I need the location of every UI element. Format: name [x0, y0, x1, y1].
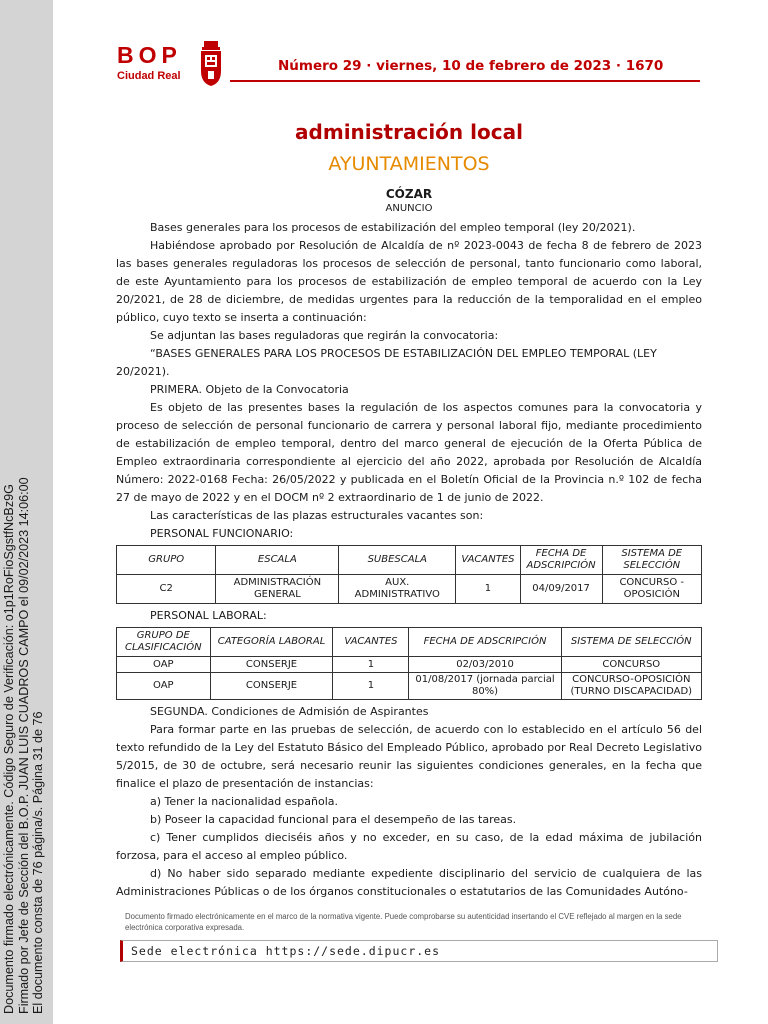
laboral-table — [116, 627, 702, 700]
list-item: c) Tener cumplidos dieciséis años y no exceder, en su caso, de la edad máxima de jubilación forzosa, para el acceso al empleo público. — [116, 831, 702, 862]
table-cell: CONCURSO -OPOSICIÓN — [602, 575, 701, 604]
table-cell: 1 — [333, 673, 409, 700]
table-row — [117, 657, 702, 673]
table-cell: 1 — [456, 575, 520, 604]
signature-line-3: El documento consta de 76 página/s. Página 31 de 76 — [31, 711, 46, 1014]
header-rule — [230, 80, 700, 82]
table-row — [117, 575, 702, 604]
paragraph-heading: PERSONAL FUNCIONARIO: — [150, 527, 294, 540]
list-item: b) Poseer la capacidad funcional para el desempeño de las tareas. — [150, 813, 517, 826]
paragraph: “BASES GENERALES PARA LOS PROCESOS DE ESTABILIZACIÓN DEL EMPLEO TEMPORAL (LEY 20/2021). — [116, 347, 657, 378]
notice-body — [116, 219, 702, 901]
table-header-cell: CATEGORÍA LABORAL — [210, 628, 333, 657]
table-cell: AUX. ADMINISTRATIVO — [339, 575, 456, 604]
table-cell: 04/09/2017 — [520, 575, 602, 604]
table-header-row — [117, 628, 702, 657]
table-header-cell: GRUPO — [117, 546, 216, 575]
paragraph: Se adjuntan las bases reguladoras que regirán la convocatoria: — [150, 329, 499, 342]
bop-city: Ciudad Real — [117, 70, 181, 82]
paragraph-heading: PRIMERA. Objeto de la Convocatoria — [150, 383, 349, 396]
table-cell: CONCURSO — [561, 657, 701, 673]
footer-note: Documento firmado electrónicamente en el marco de la normativa vigente. Puede comprobarse su autenticidad insertando el CVE reflejado al margen en la sede electrónica corporativa expresada. — [125, 912, 682, 932]
signature-text — [2, 477, 46, 1014]
funcionario-table — [116, 545, 702, 604]
section-subtitle: AYUNTAMIENTOS — [328, 153, 490, 175]
table-header-cell: SUBESCALA — [339, 546, 456, 575]
signature-line-1: Documento firmado electrónicamente. Código Seguro de Verificación: o1p1RoFioSgstfNcBz9G — [2, 484, 16, 1014]
paragraph: Habiéndose aprobado por Resolución de Alcaldía de nº 2023-0043 de fecha 8 de febrero de 2023 las bases generales reguladoras los procesos de selección de personal, tanto funcionario como laboral, de este Ayuntamiento para los procesos de estabilización de empleo temporal de acuerdo con la Ley 20/2021, de 28 de diciembre, de medidas urgentes para la reducción de la temporalidad en el empleo público, cuyo texto se inserta a continuación: — [116, 239, 702, 324]
table-cell: 01/08/2017 (jornada parcial 80%) — [409, 673, 561, 700]
table-header-cell: ESCALA — [216, 546, 339, 575]
bop-letters: BOP — [117, 42, 182, 68]
list-item: d) No haber sido separado mediante expediente disciplinario del servicio de cualquiera de las Administraciones Públicas o de los órganos constitucionales o estatutarios de las Comunidades Autóno- — [116, 867, 702, 898]
table-header-cell: SISTEMA DE SELECCIÓN — [602, 546, 701, 575]
paragraph: Es objeto de las presentes bases la regulación de los aspectos comunes para la convocatoria y proceso de selección de personal funcionario de carrera y personal laboral fijo, mediante procedimiento de estabilización de empleo temporal, dentro del marco general de ejecución de la Oferta Pública de Empleo extraordinaria correspondiente al ejercicio del año 2022, aprobada por Resolución de Alcaldía Número: 2022-0168 Fecha: 26/05/2022 y publicada en el Boletín Oficial de la Provincia n.º 102 de fecha 27 de mayo de 2022 y en el DOCM nº 2 extraordinario de 1 de junio de 2022. — [116, 401, 702, 504]
table-header-cell: VACANTES — [456, 546, 520, 575]
coat-of-arms-icon — [199, 41, 223, 87]
table-cell: ADMINISTRACIÓN GENERAL — [216, 575, 339, 604]
paragraph: Para formar parte en las pruebas de selección, de acuerdo con lo establecido en el artículo 56 del texto refundido de la Ley del Estatuto Básico del Empleado Público, aprobado por Real Decreto Legislativo 5/2015, de 30 de octubre, será necesario reunir las siguientes condiciones generales, en la fecha que finalice el plazo de presentación de instancias: — [116, 723, 702, 790]
paragraph: Bases generales para los procesos de estabilización del empleo temporal (ley 20/2021). — [150, 221, 636, 234]
table-header-row — [117, 546, 702, 575]
list-item: a) Tener la nacionalidad española. — [150, 795, 338, 808]
table-header-cell: SISTEMA DE SELECCIÓN — [561, 628, 701, 657]
table-cell: OAP — [117, 673, 211, 700]
table-cell: 1 — [333, 657, 409, 673]
bop-logo — [117, 42, 182, 82]
table-cell: 02/03/2010 — [409, 657, 561, 673]
sede-link-bar[interactable] — [120, 940, 718, 962]
notice-kind: ANUNCIO — [385, 203, 433, 214]
table-cell: CONCURSO-OPOSICIÓN (TURNO DISCAPACIDAD) — [561, 673, 701, 700]
table-cell: C2 — [117, 575, 216, 604]
table-row — [117, 673, 702, 700]
town-name: CÓZAR — [385, 187, 433, 201]
table-cell: CONSERJE — [210, 657, 333, 673]
paragraph: Las características de las plazas estructurales vacantes son: — [150, 509, 484, 522]
paragraph-heading: PERSONAL LABORAL: — [150, 609, 267, 622]
table-header-cell: GRUPO DE CLASIFICACIÓN — [117, 628, 211, 657]
table-cell: OAP — [117, 657, 211, 673]
issue-header: Número 29 · viernes, 10 de febrero de 2023 · 1670 — [278, 58, 664, 74]
sede-link[interactable]: Sede electrónica https://sede.dipucr.es — [131, 944, 441, 958]
section-title: administración local — [295, 120, 523, 144]
table-cell: CONSERJE — [210, 673, 333, 700]
table-header-cell: FECHA DE ADSCRIPCIÓN — [520, 546, 602, 575]
table-header-cell: FECHA DE ADSCRIPCIÓN — [409, 628, 561, 657]
signature-line-2: Firmado por Jefe de Sección del B.O.P. JUAN LUIS CUADROS CAMPO el 09/02/2023 14:06:00 — [16, 477, 31, 1014]
table-header-cell: VACANTES — [333, 628, 409, 657]
paragraph-heading: SEGUNDA. Condiciones de Admisión de Aspirantes — [150, 705, 429, 718]
